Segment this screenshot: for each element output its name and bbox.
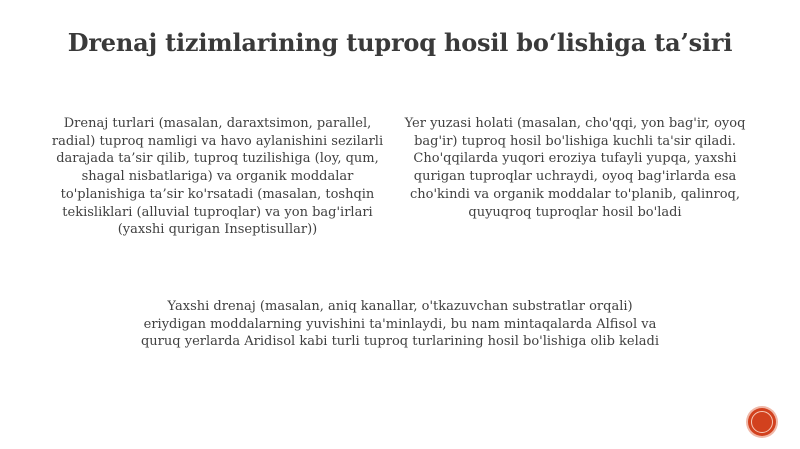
right-text-block: Yer yuzasi holati (masalan, cho'qqi, yon bag'ir, oyoq bag'ir) tuproq hosil bo'lishiga kuchli ta'sir qiladi. Cho'qqilarda yuqori eroziya tufayli yupqa, yaxshi qurigan tuproqlar uchraydi, oyoq bag'irlarda esa cho'kindi va organik moddalar to'planib, qalinroq, quyuqroq tuproqlar hosil bo'ladi	[404, 116, 746, 220]
slide-title: Drenaj tizimlarining tuproq hosil bo‘lishiga ta’siri	[67, 28, 733, 57]
left-text-block: Drenaj turlari (masalan, daraxtsimon, parallel, radial) tuproq namligi va havo aylanishini sezilarli darajada ta’sir qilib, tuproq tuzilishiga (loy, qum, shagal nisbatlariga) va organik moddalar to'planishiga ta’sir ko'rsatadi (masalan, toshqin tekisliklari (alluvial tuproqlar) va yon bag'irlari (yaxshi qurigan Inseptisullar))	[51, 116, 384, 238]
next-slide-button[interactable]	[748, 408, 776, 436]
bottom-text-block: Yaxshi drenaj (masalan, aniq kanallar, o'tkazuvchan substratlar orqali) eriydigan moddalarning yuvishini ta'minlaydi, bu nam mintaqalarda Alfisol va quruq yerlarda Aridisol kabi turli tuproq turlarining hosil bo'lishiga olib keladi	[140, 299, 660, 350]
circle-button-icon	[751, 411, 773, 433]
